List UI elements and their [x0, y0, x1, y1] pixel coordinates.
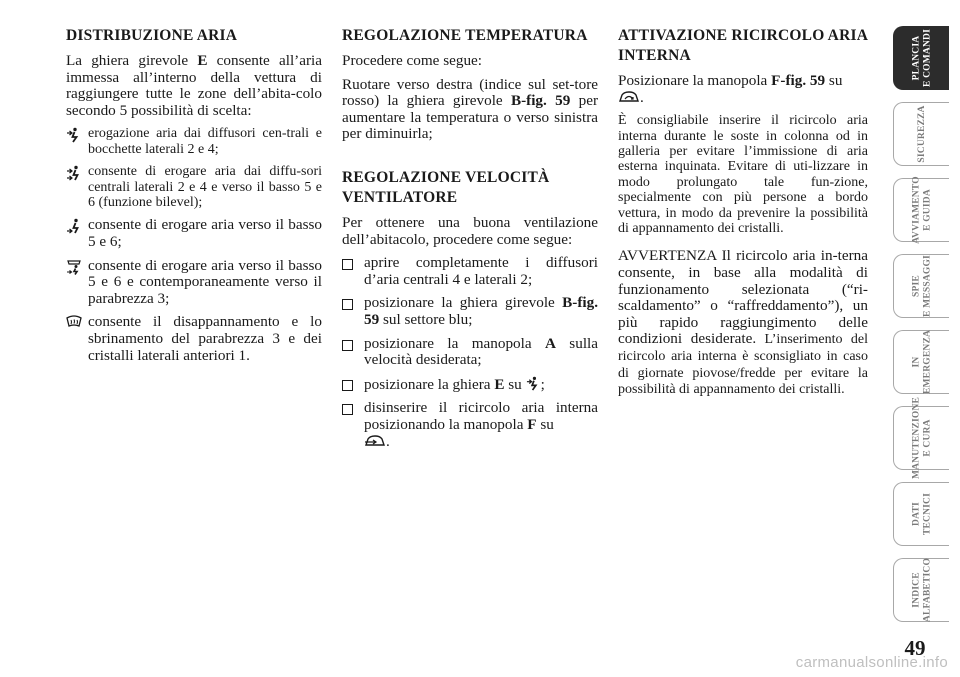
warning-lead: AVVERTENZA — [618, 247, 717, 265]
step-text: disinserire il ricircolo aria interna posizionando la manopola — [364, 399, 598, 433]
list-item — [66, 217, 322, 250]
intro-ref: E — [197, 52, 208, 69]
face-vents-icon — [66, 126, 88, 143]
tab-avviamento-guida[interactable] — [893, 178, 949, 242]
list-item-text: erogazione aria dai diffusori cen-trali e bocchette laterali 2 e 4; — [88, 126, 322, 157]
list-item-text: consente di erogare aria verso il basso 5 e 6 e contemporaneamente verso il parabrezza 3; — [88, 256, 322, 307]
step-text-cont: sulla velocità desiderata; — [364, 334, 598, 369]
tab-label: SICUREZZA — [916, 105, 927, 163]
list-item-text — [364, 255, 598, 288]
recirc-text-cont: su — [825, 72, 843, 89]
step-text-cont: su — [504, 375, 526, 393]
step-text: posizionare la manopola — [364, 334, 545, 352]
chapter-tabs — [893, 26, 949, 634]
step-ref: A — [544, 334, 556, 352]
temp-ref: B-fig. 59 — [510, 92, 571, 110]
step-text: posizionare la ghiera girevole — [364, 294, 563, 312]
recirc-paragraph-1 — [618, 73, 868, 106]
recirc-ref: F-fig. 59 — [771, 72, 826, 89]
outside-air-icon — [364, 434, 386, 448]
checkbox-bullet-icon — [342, 376, 364, 393]
tab-spie-messaggi[interactable] — [893, 254, 949, 318]
temp-text-cont: per aumentare la temperatura o verso sinistra per diminuirla; — [342, 92, 598, 143]
list-item-text — [364, 336, 598, 369]
step-ref: F — [527, 415, 537, 433]
step-tail: ; — [540, 375, 545, 393]
list-item-text: consente il disappannamento e lo sbrinamento del parabrezza 3 e dei cristalli laterali anteriori 1. — [88, 313, 322, 364]
list-item-text — [364, 295, 598, 328]
tab-manutenzione-cura[interactable] — [893, 396, 949, 480]
list-item — [342, 295, 598, 328]
tab-sicurezza[interactable] — [893, 102, 949, 166]
recirc-tail: . — [640, 88, 644, 106]
list-item-text — [364, 400, 598, 450]
list-item-text — [364, 376, 598, 394]
list-item — [342, 400, 598, 450]
warning-paragraph — [618, 248, 868, 397]
temp-paragraph-1: Procedere come segue: — [342, 52, 482, 69]
step-text-cont: sul settore blu; — [379, 310, 473, 328]
list-item-text: consente di erogare aria verso il basso 5 e 6; — [88, 216, 322, 250]
tab-dati-tecnici[interactable] — [893, 482, 949, 546]
step-ref: B-fig. 59 — [364, 294, 598, 328]
tab-label: AVVIAMENTO E GUIDA — [911, 176, 932, 244]
checkbox-bullet-icon — [342, 336, 364, 353]
checkbox-bullet-icon — [342, 400, 364, 417]
tab-plancia-comandi[interactable] — [893, 26, 949, 90]
watermark: carmanualsonline.info — [795, 654, 948, 671]
intro-text: La ghiera girevole — [66, 52, 198, 69]
face-feet-vents-icon — [66, 164, 88, 181]
list-item — [66, 314, 322, 364]
intro-paragraph — [66, 53, 322, 119]
recirc-paragraph-2: È consigliabile inserire il ricircolo aria interna durante le soste in colonna od in galleria per evitare l’immissione di aria esterna inquinata. Evitare di uti-lizzare in modo prolungato tale fun-zione, specialmente con più persone a bordo vettura, in modo da prevenire la possibilità di appannamento dei cristalli. — [618, 113, 868, 237]
list-item — [66, 258, 322, 308]
tab-in-emergenza[interactable] — [893, 330, 949, 394]
step-text: posizionare la ghiera — [364, 375, 495, 393]
list-item — [342, 255, 598, 288]
tab-label: MANUTENZIONE E CURA — [911, 396, 932, 480]
intro-text-cont: consente all’aria immessa all’interno della vettura di raggiungere tutte le zone dell’abita-colo secondo 5 possibilità di scelta: — [66, 52, 322, 119]
warning-text-small: L’inserimento del ricircolo aria interna è sconsigliato in caso di giornate piovose/fredde per evitare la possibilità di appannamento dei cristalli. — [618, 332, 868, 398]
tab-label: DATI TECNICI — [911, 492, 932, 536]
step-text: aprire completamente i diffusori d’aria centrali 4 e laterali 2; — [364, 254, 598, 288]
feet-windscreen-icon — [66, 258, 88, 275]
heading-temperature: REGOLAZIONE TEMPERATURA — [342, 27, 588, 44]
feet-vents-icon — [66, 217, 88, 234]
list-item — [66, 126, 322, 157]
heading-recirculation: ATTIVAZIONE RICIRCOLO ARIA INTERNA — [618, 27, 868, 64]
checkbox-bullet-icon — [342, 295, 364, 312]
tab-label: INDICE ALFABETICO — [911, 557, 932, 623]
recirculation-icon — [618, 90, 640, 104]
column-air-distribution — [66, 26, 322, 371]
tab-label: SPIE E MESSAGGI — [911, 255, 932, 317]
step-text-cont: su — [536, 415, 554, 433]
checkbox-bullet-icon — [342, 255, 364, 272]
list-item — [342, 376, 598, 394]
temp-paragraph-2 — [342, 77, 598, 143]
tab-label: PLANCIA E COMANDI — [911, 28, 932, 88]
column-temperature-fan — [342, 26, 598, 457]
face-vents-icon — [526, 376, 541, 391]
step-ref: E — [494, 375, 505, 393]
tab-label: IN EMERGENZA — [911, 329, 932, 395]
windscreen-defrost-icon — [66, 314, 88, 331]
column-recirculation — [618, 26, 868, 405]
list-item-text: consente di erogare aria dai diffu-sori centrali laterali 2 e 4 e verso il basso 5 e 6 (funzione bilevel); — [88, 164, 322, 210]
heading-fan-speed: REGOLAZIONE VELOCITÀ VENTILATORE — [342, 168, 550, 206]
list-item — [342, 336, 598, 369]
step-tail: . — [386, 432, 390, 450]
temp-text: Ruotare verso destra (indice sul set-tore rosso) la ghiera girevole — [342, 75, 598, 110]
warning-text: Il ricircolo aria in-terna consente, in base alla modalità di funzionamento selezionata (“ri-scaldamento” o “raffreddamento”), un più rapido raggiungimento delle condizioni desiderate. — [618, 247, 868, 348]
tab-indice-alfabetico[interactable] — [893, 558, 949, 622]
heading-air-distribution: DISTRIBUZIONE ARIA — [66, 27, 238, 44]
recirc-text: Posizionare la manopola — [618, 72, 772, 89]
fan-intro: Per ottenere una buona ventilazione dell’abitacolo, procedere come segue: — [342, 213, 598, 248]
list-item — [66, 164, 322, 210]
page-number: 49 — [904, 636, 926, 660]
